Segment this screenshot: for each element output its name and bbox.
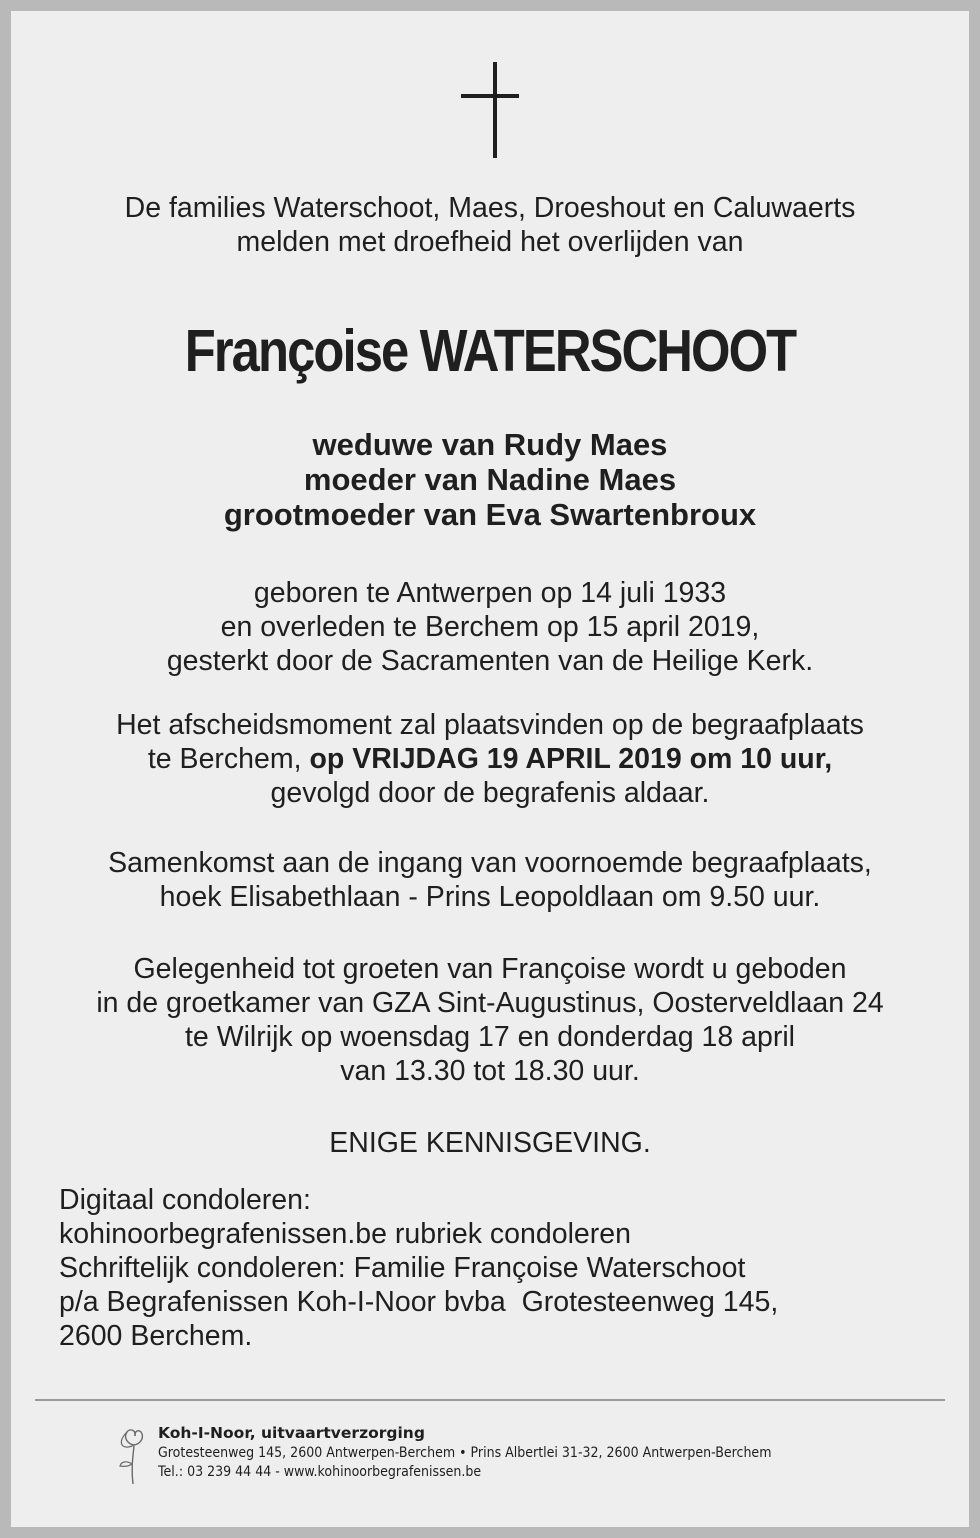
funeral-home-name: Koh-I-Noor, uitvaartverzorging: [158, 1424, 425, 1442]
visitation-info: [0, 952, 980, 1088]
birth-line: geboren te Antwerpen op 14 juli 1933: [253, 577, 727, 609]
gathering-line: hoek Elisabethlaan - Prins Leopoldlaan om 9.50 uur.: [159, 881, 821, 913]
relation-line: grootmoeder van Eva Swartenbroux: [223, 497, 757, 532]
visitation-line: van 13.30 tot 18.30 uur.: [340, 1055, 640, 1087]
notice-text: ENIGE KENNISGEVING.: [329, 1127, 651, 1159]
intro-text: [0, 191, 980, 259]
ceremony-line: [0, 742, 980, 776]
notice-label: [0, 1126, 980, 1160]
flower-icon: [114, 1424, 152, 1486]
deceased-name: Françoise WATERSCHOOT: [184, 318, 796, 384]
ceremony-info: [0, 708, 980, 810]
relation-line: moeder van Nadine Maes: [303, 462, 677, 497]
death-line: en overleden te Berchem op 15 april 2019,: [220, 611, 760, 643]
condolence-line: Schriftelijk condoleren: Familie Françoise Waterschoot: [59, 1252, 746, 1284]
ceremony-date: op VRIJDAG 19 APRIL 2019 om 10 uur,: [309, 743, 833, 775]
birth-death-info: [0, 576, 980, 678]
intro-line: melden met droefheid het overlijden van: [236, 226, 744, 258]
funeral-home-footer: [158, 1423, 840, 1482]
cross-icon: [475, 62, 515, 158]
condolence-line: Digitaal condoleren:: [59, 1184, 311, 1216]
sacrament-line: gesterkt door de Sacramenten van de Heilige Kerk.: [166, 645, 814, 677]
funeral-home-addresses: Grotesteenweg 145, 2600 Antwerpen-Berchem • Prins Albertlei 31-32, 2600 Antwerpen-Berchem: [158, 1445, 772, 1461]
gathering-info: [0, 846, 980, 914]
intro-line: De families Waterschoot, Maes, Droeshout en Caluwaerts: [124, 192, 856, 224]
ceremony-line: gevolgd door de begrafenis aldaar.: [270, 777, 710, 809]
condolence-line: p/a Begrafenissen Koh-I-Noor bvba Grotesteenweg 145,: [59, 1286, 779, 1318]
ceremony-location: te Berchem,: [147, 743, 310, 775]
condolence-link: kohinoorbegrafenissen.be rubriek condoleren: [59, 1218, 631, 1250]
visitation-line: Gelegenheid tot groeten van Françoise wordt u geboden: [133, 953, 847, 985]
gathering-line: Samenkomst aan de ingang van voornoemde begraafplaats,: [108, 847, 872, 879]
footer-divider: [35, 1399, 945, 1401]
relation-line: weduwe van Rudy Maes: [312, 427, 668, 462]
funeral-home-contact: Tel.: 03 239 44 44 - www.kohinoorbegrafenissen.be: [158, 1464, 482, 1480]
condolences-info: [59, 1183, 778, 1353]
relations: [0, 427, 980, 532]
ceremony-line: Het afscheidsmoment zal plaatsvinden op de begraafplaats: [116, 709, 864, 741]
condolence-line: 2600 Berchem.: [59, 1320, 253, 1352]
visitation-line: in de groetkamer van GZA Sint-Augustinus, Oosterveldlaan 24: [96, 987, 884, 1019]
visitation-line: te Wilrijk op woensdag 17 en donderdag 18 april: [185, 1021, 795, 1053]
